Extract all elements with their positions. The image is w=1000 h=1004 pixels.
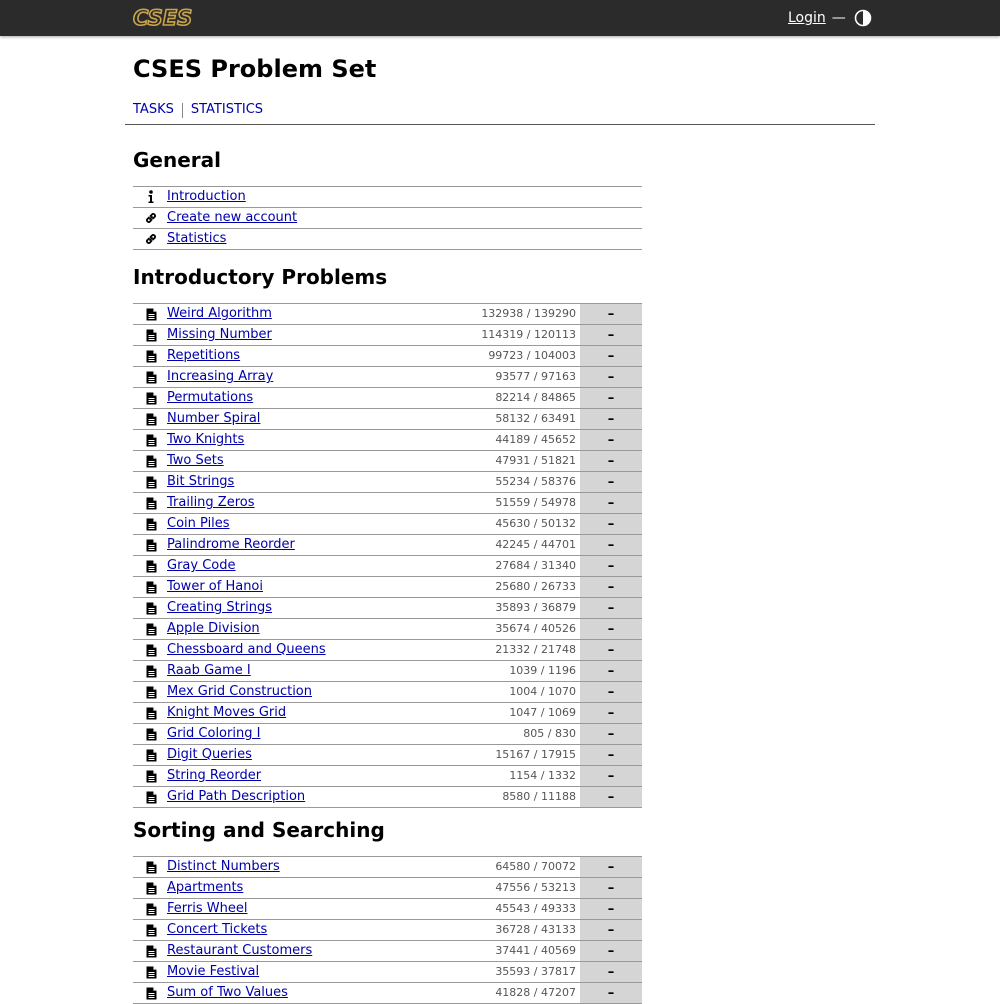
table-row — [133, 898, 642, 919]
section-title-sorting: Sorting and Searching — [133, 818, 385, 842]
task-status: – — [580, 766, 642, 786]
task-status: – — [580, 535, 642, 555]
document-icon — [144, 517, 158, 531]
task-link[interactable]: Raab Game I — [167, 663, 251, 678]
document-icon — [144, 643, 158, 657]
task-status: – — [580, 619, 642, 639]
task-solved-count: 805 / 830 — [523, 727, 576, 740]
task-solved-count: 47556 / 53213 — [495, 881, 576, 894]
svg-text:CSES: CSES — [133, 6, 193, 30]
table-row — [133, 919, 642, 940]
task-status: – — [580, 367, 642, 387]
table-row — [133, 765, 642, 786]
table-row — [133, 555, 642, 576]
document-icon — [144, 454, 158, 468]
task-solved-count: 36728 / 43133 — [495, 923, 576, 936]
task-status: – — [580, 920, 642, 940]
table-row — [133, 450, 642, 471]
task-solved-count: 35593 / 37817 — [495, 965, 576, 978]
task-status: – — [580, 983, 642, 1003]
table-row — [133, 429, 642, 450]
task-link[interactable]: Grid Path Description — [167, 789, 306, 804]
main-nav — [133, 102, 263, 118]
document-icon — [144, 706, 158, 720]
task-status: – — [580, 304, 642, 324]
list-item — [133, 207, 642, 228]
table-row — [133, 408, 642, 429]
document-icon — [144, 328, 158, 342]
task-link[interactable]: Palindrome Reorder — [167, 537, 295, 552]
document-icon — [144, 944, 158, 958]
document-icon — [144, 370, 158, 384]
document-icon — [144, 748, 158, 762]
document-icon — [144, 496, 158, 510]
document-icon — [144, 986, 158, 1000]
document-icon — [144, 475, 158, 489]
table-row — [133, 618, 642, 639]
task-status: – — [580, 325, 642, 345]
task-link[interactable]: Apartments — [167, 880, 244, 895]
document-icon — [144, 881, 158, 895]
table-row — [133, 940, 642, 961]
task-link[interactable]: Grid Coloring I — [167, 726, 261, 741]
task-link[interactable]: Chessboard and Queens — [167, 642, 326, 657]
task-solved-count: 82214 / 84865 — [495, 391, 576, 404]
table-row — [133, 387, 642, 408]
link-icon — [144, 211, 158, 225]
task-link[interactable]: Mex Grid Construction — [167, 684, 312, 699]
table-row — [133, 877, 642, 898]
top-bar — [0, 0, 1000, 36]
table-row — [133, 471, 642, 492]
task-link[interactable]: Permutations — [167, 390, 254, 405]
task-status: – — [580, 388, 642, 408]
task-link[interactable]: Weird Algorithm — [167, 306, 272, 321]
document-icon — [144, 538, 158, 552]
login-link[interactable]: Login — [788, 10, 826, 26]
task-solved-count: 47931 / 51821 — [495, 454, 576, 467]
task-link[interactable]: Tower of Hanoi — [167, 579, 264, 594]
task-link[interactable]: Increasing Array — [167, 369, 274, 384]
task-status: – — [580, 724, 642, 744]
nav-separator — [182, 103, 183, 118]
task-status: – — [580, 346, 642, 366]
document-icon — [144, 902, 158, 916]
task-link[interactable]: Concert Tickets — [167, 922, 268, 937]
task-link[interactable]: Restaurant Customers — [167, 943, 313, 958]
task-link[interactable]: Two Knights — [167, 432, 245, 447]
task-status: – — [580, 745, 642, 765]
task-link[interactable]: Apple Division — [167, 621, 260, 636]
document-icon — [144, 349, 158, 363]
table-row — [133, 513, 642, 534]
task-status: – — [580, 451, 642, 471]
document-icon — [144, 860, 158, 874]
document-icon — [144, 769, 158, 783]
task-status: – — [580, 598, 642, 618]
table-row — [133, 660, 642, 681]
task-solved-count: 35893 / 36879 — [495, 601, 576, 614]
info-icon — [144, 190, 158, 204]
theme-toggle-icon[interactable] — [854, 9, 872, 27]
table-row — [133, 597, 642, 618]
table-row — [133, 702, 642, 723]
table-row — [133, 303, 642, 324]
table-row — [133, 324, 642, 345]
task-solved-count: 37441 / 40569 — [495, 944, 576, 957]
task-link[interactable]: Trailing Zeros — [167, 495, 255, 510]
task-link[interactable]: Sum of Two Values — [167, 985, 288, 1000]
document-icon — [144, 391, 158, 405]
task-solved-count: 45630 / 50132 — [495, 517, 576, 530]
task-status: – — [580, 577, 642, 597]
nav-divider — [125, 124, 875, 125]
list-item — [133, 186, 642, 207]
task-solved-count: 58132 / 63491 — [495, 412, 576, 425]
document-icon — [144, 923, 158, 937]
document-icon — [144, 559, 158, 573]
task-solved-count: 51559 / 54978 — [495, 496, 576, 509]
table-row — [133, 856, 642, 877]
task-solved-count: 1154 / 1332 — [509, 769, 576, 782]
task-solved-count: 55234 / 58376 — [495, 475, 576, 488]
table-row — [133, 534, 642, 555]
task-link[interactable]: Gray Code — [167, 558, 236, 573]
task-status: – — [580, 787, 642, 807]
task-solved-count: 99723 / 104003 — [488, 349, 576, 362]
table-row — [133, 961, 642, 982]
task-link[interactable]: String Reorder — [167, 768, 262, 783]
task-link[interactable]: Bit Strings — [167, 474, 235, 489]
document-icon — [144, 965, 158, 979]
cses-logo[interactable] — [132, 6, 204, 34]
task-status: – — [580, 878, 642, 898]
document-icon — [144, 307, 158, 321]
task-link[interactable]: Movie Festival — [167, 964, 260, 979]
task-solved-count: 15167 / 17915 — [495, 748, 576, 761]
general-list — [133, 186, 642, 250]
task-status: – — [580, 899, 642, 919]
task-list-sorting — [133, 856, 642, 1004]
task-solved-count: 21332 / 21748 — [495, 643, 576, 656]
task-solved-count: 1004 / 1070 — [509, 685, 576, 698]
table-row — [133, 786, 642, 808]
task-solved-count: 1047 / 1069 — [509, 706, 576, 719]
task-solved-count: 93577 / 97163 — [495, 370, 576, 383]
task-solved-count: 35674 / 40526 — [495, 622, 576, 635]
task-solved-count: 114319 / 120113 — [481, 328, 576, 341]
table-row — [133, 576, 642, 597]
task-status: – — [580, 661, 642, 681]
task-link[interactable]: Repetitions — [167, 348, 241, 363]
document-icon — [144, 433, 158, 447]
task-solved-count: 64580 / 70072 — [495, 860, 576, 873]
task-status: – — [580, 556, 642, 576]
task-status: – — [580, 962, 642, 982]
document-icon — [144, 601, 158, 615]
section-title-general: General — [133, 148, 221, 172]
task-link[interactable]: Number Spiral — [167, 411, 261, 426]
table-row — [133, 345, 642, 366]
create-account-link[interactable]: Create new account — [167, 210, 298, 225]
header-actions — [788, 9, 872, 27]
table-row — [133, 681, 642, 702]
task-link[interactable]: Coin Piles — [167, 516, 230, 531]
task-link[interactable]: Distinct Numbers — [167, 859, 280, 874]
document-icon — [144, 412, 158, 426]
document-icon — [144, 580, 158, 594]
document-icon — [144, 622, 158, 636]
task-link[interactable]: Two Sets — [167, 453, 224, 468]
introduction-link[interactable]: Introduction — [167, 189, 246, 204]
list-item — [133, 228, 642, 250]
document-icon — [144, 685, 158, 699]
nav-tasks-link[interactable]: TASKS — [133, 102, 174, 117]
section-title-introductory: Introductory Problems — [133, 265, 388, 289]
task-solved-count: 44189 / 45652 — [495, 433, 576, 446]
document-icon — [144, 727, 158, 741]
header-separator: — — [831, 10, 846, 26]
table-row — [133, 744, 642, 765]
task-status: – — [580, 493, 642, 513]
page-title: CSES Problem Set — [133, 55, 377, 83]
task-status: – — [580, 430, 642, 450]
table-row — [133, 723, 642, 744]
statistics-link[interactable]: Statistics — [167, 231, 227, 246]
task-status: – — [580, 514, 642, 534]
task-solved-count: 1039 / 1196 — [509, 664, 576, 677]
task-link[interactable]: Digit Queries — [167, 747, 252, 762]
link-icon — [144, 232, 158, 246]
task-status: – — [580, 857, 642, 877]
table-row — [133, 982, 642, 1004]
task-solved-count: 42245 / 44701 — [495, 538, 576, 551]
task-solved-count: 45543 / 49333 — [495, 902, 576, 915]
task-solved-count: 132938 / 139290 — [481, 307, 576, 320]
task-solved-count: 41828 / 47207 — [495, 986, 576, 999]
table-row — [133, 639, 642, 660]
table-row — [133, 366, 642, 387]
table-row — [133, 492, 642, 513]
task-solved-count: 8580 / 11188 — [502, 790, 576, 803]
nav-statistics-link[interactable]: STATISTICS — [190, 102, 264, 117]
task-link[interactable]: Ferris Wheel — [167, 901, 248, 916]
task-status: – — [580, 941, 642, 961]
task-list-introductory — [133, 303, 642, 808]
task-link[interactable]: Missing Number — [167, 327, 272, 342]
document-icon — [144, 790, 158, 804]
task-status: – — [580, 640, 642, 660]
task-link[interactable]: Creating Strings — [167, 600, 273, 615]
task-status: – — [580, 409, 642, 429]
task-status: – — [580, 703, 642, 723]
task-solved-count: 27684 / 31340 — [495, 559, 576, 572]
task-link[interactable]: Knight Moves Grid — [167, 705, 287, 720]
task-status: – — [580, 682, 642, 702]
task-solved-count: 25680 / 26733 — [495, 580, 576, 593]
document-icon — [144, 664, 158, 678]
task-status: – — [580, 472, 642, 492]
